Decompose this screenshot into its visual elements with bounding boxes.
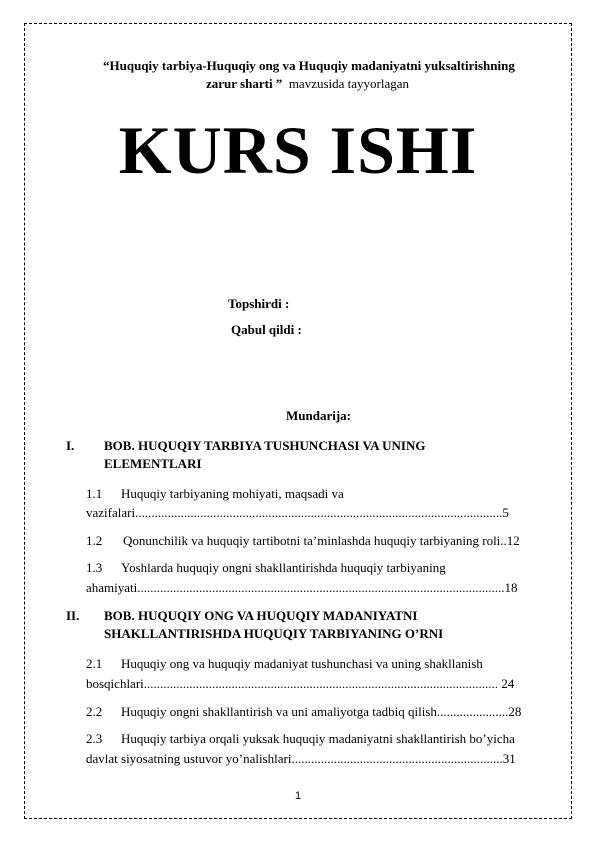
chapter-1-number: I.	[66, 438, 75, 453]
toc-item-2-3-line1: Huquqiy tarbiya orqali yuksak huquqiy madaniyatni shakllantirish bo’yicha	[121, 731, 515, 746]
chapter-2-title-line1: BOB. HUQUQIY ONG VA HUQUQIY MADANIYATNI	[104, 608, 418, 623]
toc-item-2-3-number: 2.3	[86, 731, 103, 746]
toc-item-1-1-number: 1.1	[86, 486, 103, 501]
toc-item-1-2-number: 1.2	[86, 533, 103, 548]
topic-line-1: “Huquqiy tarbiya-Huquqiy ong va Huquqiy madaniyatni yuksaltirishning	[103, 58, 515, 73]
submitted-label: Topshirdi :	[228, 296, 290, 311]
toc-item-2-1-line1: Huquqiy ong va huquqiy madaniyat tushunchasi va uning shakllanish	[121, 656, 483, 671]
chapter-2-number: II.	[66, 608, 80, 623]
toc-item-1-1-line2: vazifalari.................................................................................................................5	[86, 505, 509, 520]
toc-item-1-3-number: 1.3	[86, 560, 103, 575]
toc-item-1-2-line1: Qonunchilik va huquqiy tartibotni ta’minlashda huquqiy tarbiyaning roli..12	[123, 533, 520, 548]
accepted-label: Qabul qildi :	[231, 322, 302, 337]
toc-item-1-3-line2: ahamiyati.................................................................................................................18	[86, 580, 518, 595]
toc-item-2-1-line2: bosqichlari............................................................................................................. 24	[86, 676, 515, 691]
toc-item-2-1-number: 2.1	[86, 656, 103, 671]
chapter-1-title-line1: BOB. HUQUQIY TARBIYA TUSHUNCHASI VA UNING	[104, 438, 426, 453]
topic-line-2-rest: mavzusida tayyorlagan	[288, 76, 410, 91]
toc-item-2-2-number: 2.2	[86, 704, 103, 719]
page-number: 1	[294, 790, 302, 802]
topic-line-2-bold: zarur sharti ”	[206, 76, 283, 91]
toc-item-2-2-line1: Huquqiy ongni shakllantirish va uni amaliyotga tadbiq qilish......................28	[121, 704, 522, 719]
toc-item-1-1-line1: Huquqiy tarbiyaning mohiyati, maqsadi va	[121, 486, 344, 501]
toc-item-2-3-line2: davlat siyosatning ustuvor yo’nalishlari.................................................................31	[86, 751, 516, 766]
chapter-1-title-line2: ELEMENTLARI	[104, 456, 202, 471]
chapter-1-title	[104, 437, 425, 473]
chapter-2-title	[104, 607, 443, 643]
page-title: KURS ISHI	[118, 112, 478, 188]
toc-heading: Mundarija:	[286, 408, 351, 423]
toc-item-1-3-line1: Yoshlarda huquqiy ongni shakllantirishda huquqiy tarbiyaning	[121, 560, 446, 575]
topic-line-2	[206, 76, 409, 92]
chapter-2-title-line2: SHAKLLANTIRISHDA HUQUQIY TARBIYANING O’RNI	[104, 626, 444, 641]
